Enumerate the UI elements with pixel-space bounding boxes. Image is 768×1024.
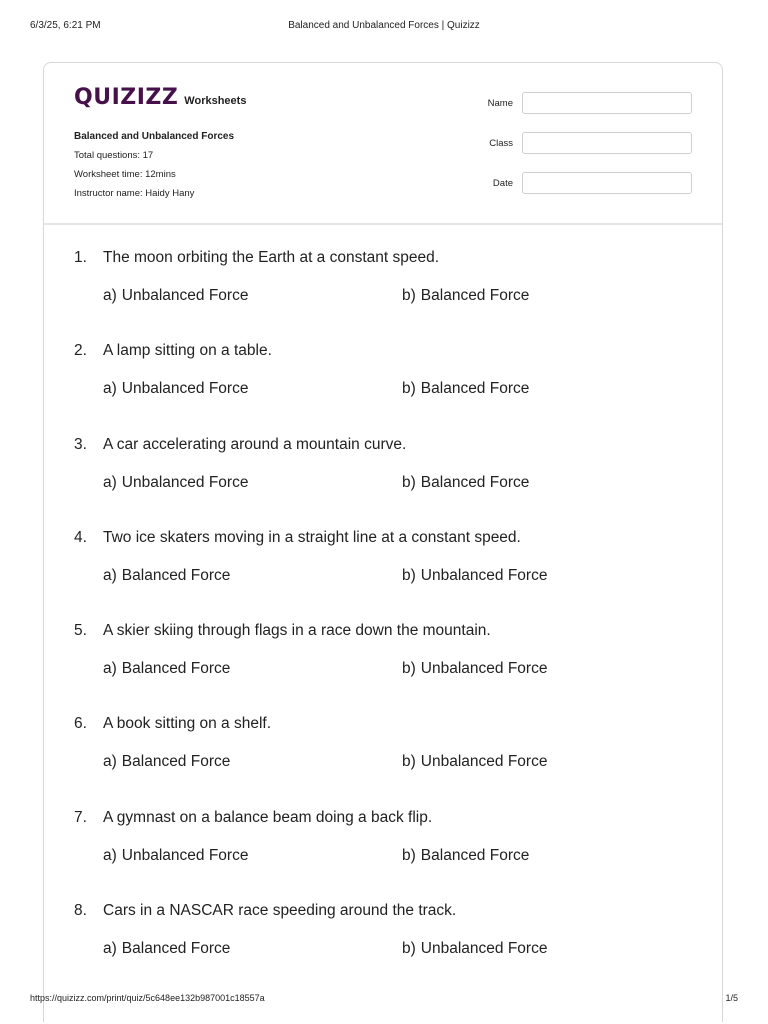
option-letter: a) <box>103 287 117 304</box>
option-text: Unbalanced Force <box>121 380 249 398</box>
quizizz-logo: QUIZIZZ <box>74 85 179 110</box>
worksheet-header <box>44 63 722 225</box>
option-a <box>103 285 402 307</box>
question-text: A car accelerating around a mountain curve. <box>103 435 407 453</box>
question-number: 1. <box>74 249 87 266</box>
question-number: 6. <box>74 715 87 733</box>
print-title: Balanced and Unbalanced Forces | Quizizz <box>288 20 480 31</box>
date-label: Date <box>492 177 513 189</box>
option-letter: a) <box>103 566 117 584</box>
question-text: A lamp sitting on a table. <box>103 342 272 360</box>
name-label: Name <box>487 97 513 109</box>
option-text: Unbalanced Force <box>420 940 548 958</box>
option-b <box>402 565 547 587</box>
option-letter: a) <box>103 753 117 771</box>
question-text: A skier skiing through flags in a race down the mountain. <box>103 622 491 640</box>
question-item <box>74 247 702 340</box>
question-item <box>74 620 702 713</box>
class-field[interactable] <box>522 132 692 154</box>
option-a <box>103 658 402 680</box>
name-field-row <box>472 91 692 115</box>
option-letter: b) <box>402 753 416 771</box>
worksheet-title: Balanced and Unbalanced Forces <box>74 131 235 142</box>
question-text: Two ice skaters moving in a straight line at a constant speed. <box>103 528 521 546</box>
option-text: Balanced Force <box>420 846 530 864</box>
option-text: Unbalanced Force <box>420 753 548 771</box>
option-text: Balanced Force <box>121 566 231 584</box>
option-letter: b) <box>402 940 416 958</box>
question-item <box>74 900 702 993</box>
option-text: Balanced Force <box>121 660 231 678</box>
option-letter: b) <box>402 660 416 678</box>
option-letter: a) <box>103 380 117 398</box>
option-letter: a) <box>103 473 117 491</box>
question-text: A book sitting on a shelf. <box>103 715 272 733</box>
question-number: 2. <box>74 342 87 360</box>
brand-subtitle: Worksheets <box>184 95 247 107</box>
worksheet-meta <box>74 127 234 203</box>
question-number: 4. <box>74 528 87 546</box>
question-item <box>74 434 702 527</box>
option-a <box>103 378 402 400</box>
option-letter: a) <box>103 846 117 864</box>
option-text: Unbalanced Force <box>121 287 249 304</box>
class-field-row <box>472 131 692 155</box>
question-number: 7. <box>74 808 87 826</box>
option-letter: a) <box>103 660 117 678</box>
option-text: Balanced Force <box>420 473 530 491</box>
option-letter: b) <box>402 380 416 398</box>
option-text: Balanced Force <box>121 940 231 958</box>
name-field[interactable] <box>522 92 692 114</box>
option-a <box>103 845 402 867</box>
question-number: 5. <box>74 622 87 640</box>
print-footer <box>30 993 738 1007</box>
option-b <box>402 472 529 494</box>
option-b <box>402 658 547 680</box>
class-label: Class <box>489 137 513 149</box>
question-item <box>74 713 702 806</box>
option-letter: b) <box>402 846 416 864</box>
option-b <box>402 938 547 960</box>
option-text: Unbalanced Force <box>121 846 249 864</box>
question-text: Cars in a NASCAR race speeding around the track. <box>103 902 457 920</box>
worksheet-time: Worksheet time: 12mins <box>74 169 176 180</box>
option-letter: b) <box>402 566 416 584</box>
worksheet-card <box>43 62 723 1022</box>
option-a <box>103 472 402 494</box>
option-text: Balanced Force <box>121 753 231 771</box>
option-text: Balanced Force <box>420 380 530 398</box>
instructor-name: Instructor name: Haidy Hany <box>74 188 195 199</box>
question-item <box>74 807 702 900</box>
question-text: The moon orbiting the Earth at a constant speed. <box>103 249 440 266</box>
print-datetime: 6/3/25, 6:21 PM <box>30 20 101 31</box>
brand <box>74 85 246 110</box>
option-letter: a) <box>103 940 117 958</box>
option-b <box>402 285 529 307</box>
print-header <box>30 20 738 34</box>
print-url: https://quizizz.com/print/quiz/5c648ee132b987001c18557a <box>30 993 265 1003</box>
option-text: Unbalanced Force <box>121 473 249 491</box>
page-number: 1/5 <box>725 993 738 1003</box>
question-number: 8. <box>74 902 87 920</box>
option-letter: b) <box>402 287 416 304</box>
option-a <box>103 751 402 773</box>
date-field[interactable] <box>522 172 692 194</box>
option-text: Unbalanced Force <box>420 660 548 678</box>
question-item <box>74 340 702 433</box>
option-a <box>103 938 402 960</box>
total-questions: Total questions: 17 <box>74 150 154 161</box>
date-field-row <box>472 171 692 195</box>
student-fields <box>472 91 692 211</box>
question-list <box>74 247 702 993</box>
option-b <box>402 845 529 867</box>
option-a <box>103 565 402 587</box>
option-letter: b) <box>402 473 416 491</box>
option-text: Balanced Force <box>420 287 530 304</box>
option-b <box>402 751 547 773</box>
question-item <box>74 527 702 620</box>
option-b <box>402 378 529 400</box>
question-number: 3. <box>74 435 87 453</box>
question-text: A gymnast on a balance beam doing a back flip. <box>103 808 433 826</box>
option-text: Unbalanced Force <box>420 566 548 584</box>
